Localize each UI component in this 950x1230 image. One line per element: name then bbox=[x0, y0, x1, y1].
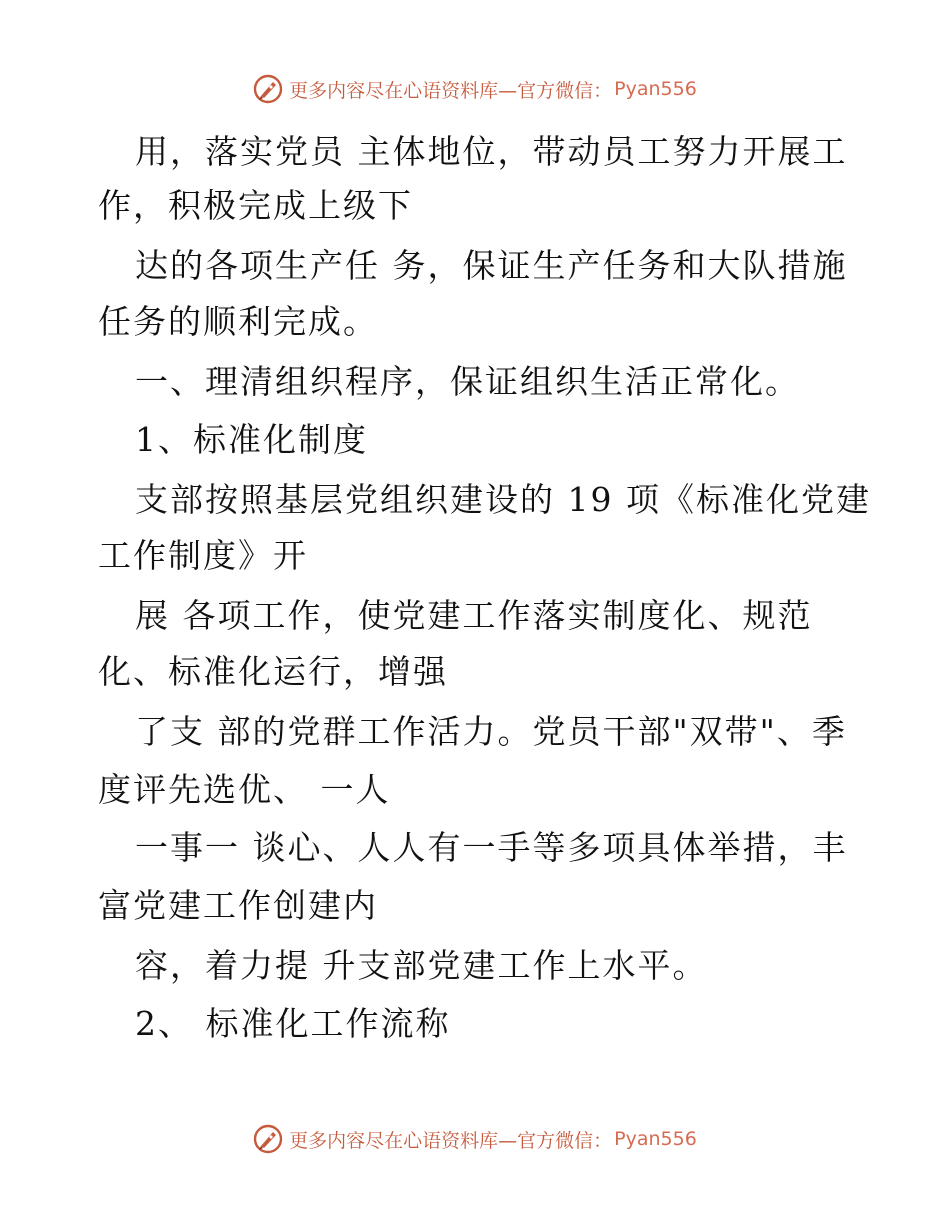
body-line: 作，积极完成上级下 bbox=[98, 186, 413, 225]
body-line: 容，着力提 升支部党建工作上水平。 bbox=[135, 946, 708, 985]
body-line: 展 各项工作，使党建工作落实制度化、规范 bbox=[135, 596, 813, 635]
subsection-heading: 2、 标准化工作流称 bbox=[135, 1004, 451, 1043]
body-line: 任务的顺利完成。 bbox=[98, 302, 378, 341]
body-line: 了支 部的党群工作活力。党员干部"双带"、季 bbox=[135, 712, 847, 751]
watermark-text: 更多内容尽在心语资料库—官方微信： bbox=[289, 79, 613, 102]
body-line: 用，落实党员 主体地位，带动员工努力开展工 bbox=[135, 132, 848, 171]
pen-nib-logo-icon bbox=[253, 1124, 283, 1154]
body-line: 达的各项生产任 务，保证生产任务和大队措施 bbox=[135, 246, 848, 285]
watermark-wechat-id: Pyan556 bbox=[614, 78, 697, 100]
header-watermark bbox=[0, 74, 950, 104]
body-line: 度评先选优、 一人 bbox=[98, 770, 391, 809]
watermark-text: 更多内容尽在心语资料库—官方微信： bbox=[289, 1129, 613, 1152]
body-line: 工作制度》开 bbox=[98, 536, 308, 575]
body-line: 支部按照基层党组织建设的 19 项《标准化党建 bbox=[135, 480, 871, 519]
subsection-heading: 1、标准化制度 bbox=[135, 420, 368, 459]
body-line: 一事一 谈心、人人有一手等多项具体举措，丰 bbox=[135, 828, 848, 867]
pen-nib-logo-icon bbox=[253, 74, 283, 104]
body-line: 化、标准化运行，增强 bbox=[98, 652, 448, 691]
watermark-wechat-id: Pyan556 bbox=[614, 1128, 697, 1150]
body-line: 富党建工作创建内 bbox=[98, 886, 378, 925]
section-heading: 一、理清组织程序，保证组织生活正常化。 bbox=[135, 362, 800, 401]
footer-watermark bbox=[0, 1124, 950, 1154]
